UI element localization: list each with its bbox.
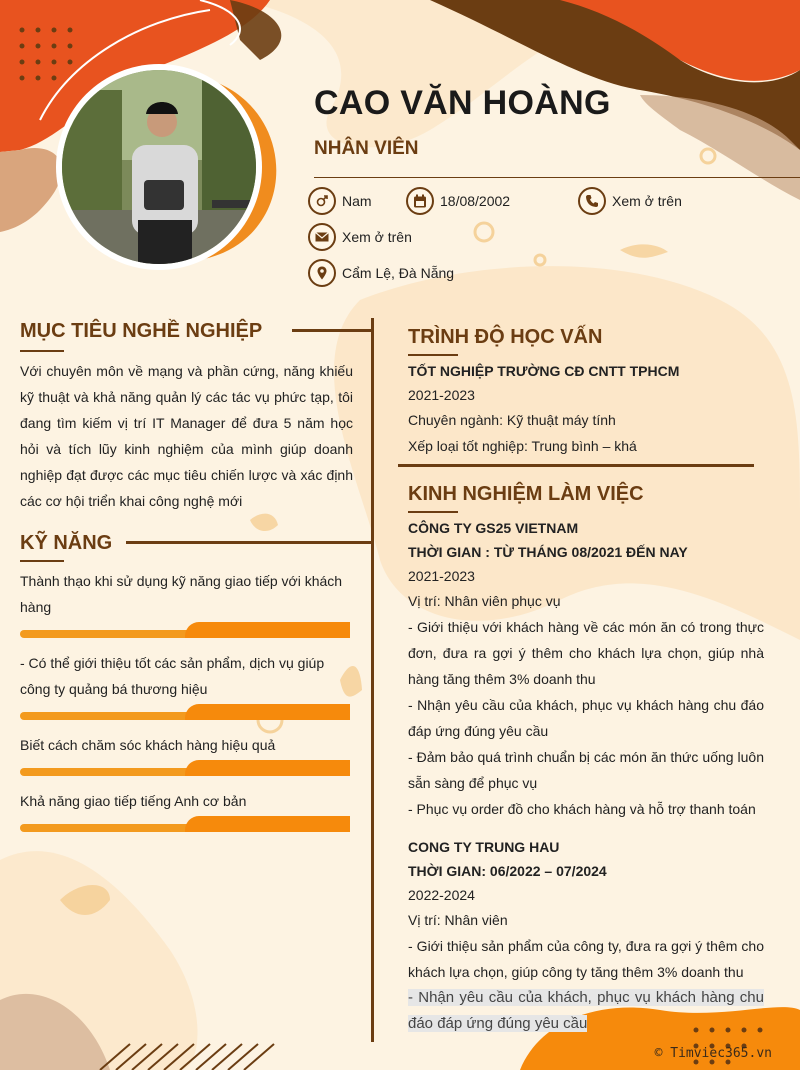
job-duty: - Giới thiệu với khách hàng về các món ăn có trong thực đơn, đưa ra gợi ý thêm cho khách lựa chọn, giúp nhà hàng tăng thêm 3% doanh thu xyxy=(408,619,764,687)
education-title-underline xyxy=(408,354,458,356)
education-major: Chuyên ngành: Kỹ thuật máy tính xyxy=(408,412,616,428)
candidate-position: NHÂN VIÊN xyxy=(314,138,419,159)
phone-value: Xem ở trên xyxy=(612,193,682,209)
job-duty-highlighted: - Nhận yêu cầu của khách, phục vụ khách hàng chu đáo đáp ứng đúng yêu cầu xyxy=(408,989,764,1032)
skill-level-highlight xyxy=(185,704,350,720)
job-company: CÔNG TY GS25 VIETNAM xyxy=(408,520,579,536)
skill-level-highlight xyxy=(185,622,350,638)
skills-title-underline xyxy=(20,560,64,562)
experience-title: KINH NGHIỆM LÀM VIỆC xyxy=(408,483,644,505)
address-value: Cẩm Lệ, Đà Nẵng xyxy=(342,265,455,281)
objective-title-rule xyxy=(292,329,372,332)
info-birthday xyxy=(406,187,510,215)
objective-text: Với chuyên môn về mạng và phần cứng, năng khiếu kỹ thuật và khả năng quản lý các tác vụ phức tạp, tôi đang tìm kiếm vị trí IT Manager để đưa 5 năm học hỏi và tích lũy kinh nghiệm của mình giúp doanh nghiệp đạt được các mục tiêu chiến lược và xác định các cơ hội triển khai công nghệ mới xyxy=(20,363,353,509)
skills-title: KỸ NĂNG xyxy=(20,532,113,554)
education-section-rule xyxy=(398,464,754,467)
job-years: 2022-2024 xyxy=(408,887,475,903)
info-email xyxy=(308,223,412,251)
job-period: THỜI GIAN: 06/2022 – 07/2024 xyxy=(408,863,607,879)
objective-title: MỤC TIÊU NGHỀ NGHIỆP xyxy=(20,320,263,342)
skill-level-bar xyxy=(20,622,350,638)
skill-item: Khả năng giao tiếp tiếng Anh cơ bản xyxy=(20,793,247,809)
job-period: THỜI GIAN : TỪ THÁNG 08/2021 ĐẾN NAY xyxy=(408,544,688,560)
header-divider xyxy=(314,177,800,178)
copyright: © Timviec365.vn xyxy=(654,1046,772,1061)
mail-icon xyxy=(308,223,336,251)
avatar-photo xyxy=(62,70,256,264)
email-value: Xem ở trên xyxy=(342,229,412,245)
experience-title-underline xyxy=(408,511,458,513)
skill-level-bar xyxy=(20,816,350,832)
job-duty: - Giới thiệu sản phẩm của công ty, đưa ra gợi ý thêm cho khách lựa chọn, giúp công ty tăng thêm 3% doanh thu xyxy=(408,938,764,980)
objective-title-underline xyxy=(20,350,64,352)
birthday-value: 18/08/2002 xyxy=(440,193,511,209)
education-grade: Xếp loại tốt nghiệp: Trung bình – khá xyxy=(408,438,637,454)
gender-icon xyxy=(308,187,336,215)
gender-value: Nam xyxy=(342,193,372,209)
job-duty xyxy=(408,985,764,1037)
skill-level-bar xyxy=(20,760,350,776)
job-duty: - Phục vụ order đồ cho khách hàng và hỗ trợ thanh toán xyxy=(408,801,756,817)
skill-item: - Có thể giới thiệu tốt các sản phẩm, dịch vụ giúp công ty quảng bá thương hiệu xyxy=(20,655,325,697)
job-company: CONG TY TRUNG HAU xyxy=(408,839,560,855)
job-role: Vị trí: Nhân viên xyxy=(408,912,508,928)
skill-level-highlight xyxy=(185,816,350,832)
info-gender xyxy=(308,187,372,215)
skill-item: Biết cách chăm sóc khách hàng hiệu quả xyxy=(20,737,276,753)
column-divider xyxy=(371,318,374,1042)
job-role: Vị trí: Nhân viên phục vụ xyxy=(408,593,561,609)
location-pin-icon xyxy=(308,259,336,287)
phone-icon xyxy=(578,187,606,215)
education-title: TRÌNH ĐỘ HỌC VẤN xyxy=(408,326,603,348)
avatar-frame xyxy=(56,64,262,270)
info-phone xyxy=(578,187,682,215)
education-years: 2021-2023 xyxy=(408,387,475,403)
job-years: 2021-2023 xyxy=(408,568,475,584)
skill-level-bar xyxy=(20,704,350,720)
skill-item: Thành thạo khi sử dụng kỹ năng giao tiếp với khách hàng xyxy=(20,573,343,615)
job-duty: - Nhận yêu cầu của khách, phục vụ khách hàng chu đáo đáp ứng đúng yêu cầu xyxy=(408,697,764,739)
candidate-name: CAO VĂN HOÀNG xyxy=(314,84,611,122)
job-duty: - Đảm bảo quá trình chuẩn bị các món ăn thức uống luôn sẵn sàng để phục vụ xyxy=(408,749,764,791)
skill-level-highlight xyxy=(185,760,350,776)
info-address xyxy=(308,259,454,287)
calendar-icon xyxy=(406,187,434,215)
education-school: TỐT NGHIỆP TRƯỜNG CĐ CNTT TPHCM xyxy=(408,363,680,379)
skills-title-rule xyxy=(126,541,372,544)
